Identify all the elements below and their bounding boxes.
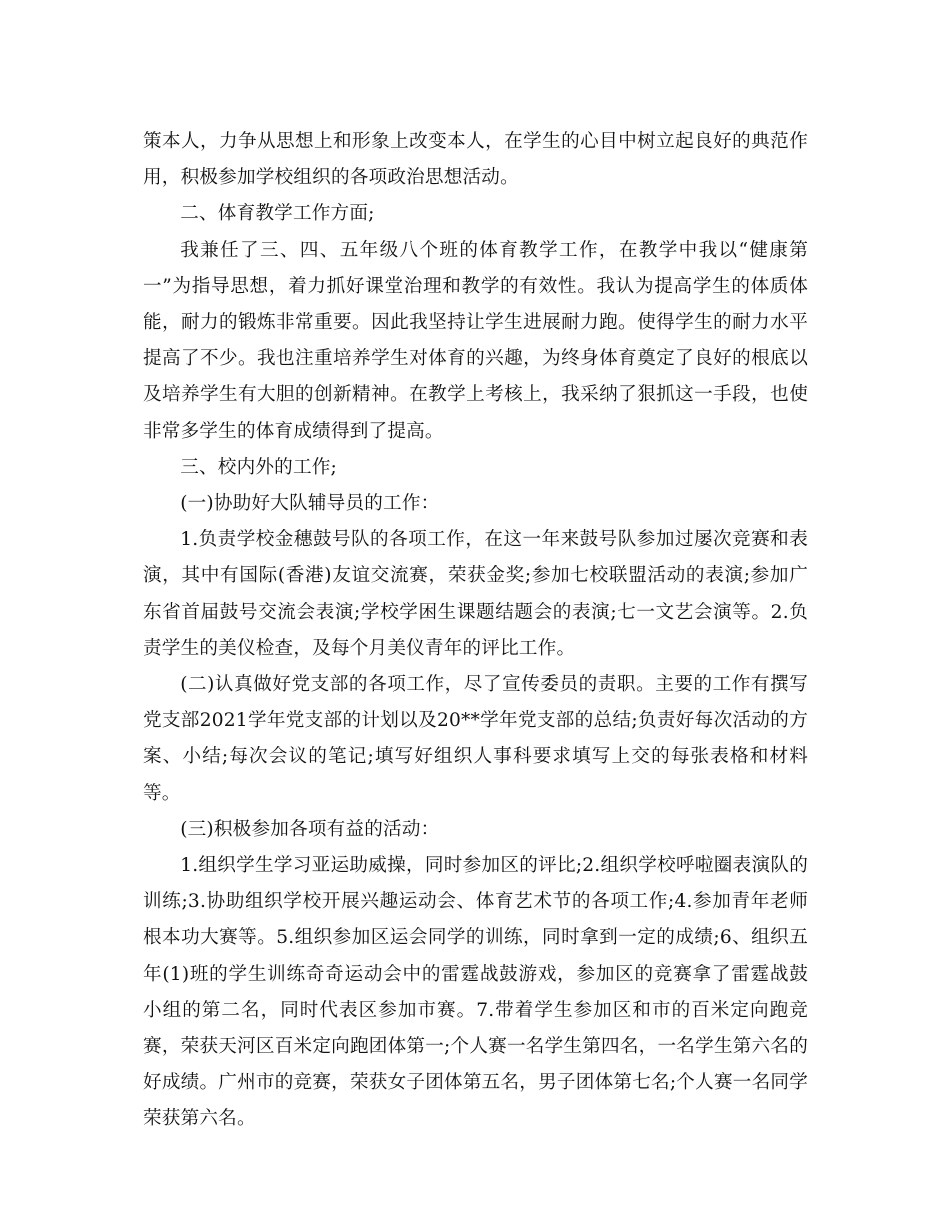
section-heading-school-work: 三、校内外的工作;: [180, 456, 338, 478]
subheading-assist-counselor: (一)协助好大队辅导员的工作：: [180, 493, 440, 515]
paragraph-pe-teaching: 我兼任了三、四、五年级八个班的体育教学工作，在教学中我以“健康第一”为指导思想，着力抓好课堂治理和教学的有效性。我认为提高学生的体质体能，耐力的锻炼非常重要。因此我坚持让学生进展耐力跑。使得学生的耐力水平提高了不少。我也注重培养学生对体育的兴趣，为终身体育奠定了良好的根底以及培养学生有大胆的创新精神。在教学上考核上，我采纳了狠抓这一手段，也使非常多学生的体育成绩得到了提高。: [143, 239, 808, 442]
paragraph-1: 策本人，力争从思想上和形象上改变本人，在学生的心目中树立起良好的典范作用，积极参加学校组织的各项政治思想活动。: [143, 131, 808, 189]
subheading-activities: (三)积极参加各项有益的活动：: [180, 818, 440, 840]
document-page: [143, 124, 808, 1138]
section-heading-pe-teaching: 二、体育教学工作方面;: [180, 203, 375, 225]
paragraph-activities: 1.组织学生学习亚运助威操，同时参加区的评比;2.组织学校呼啦圈表演队的训练;3.协助组织学校开展兴趣运动会、体育艺术节的各项工作;4.参加青年老师根本功大赛等。5.组织参加区运会同学的训练，同时拿到一定的成绩;6、组织五年(1)班的学生训练奇奇运动会中的雷霆战鼓游戏，参加区的竞赛拿了雷霆战鼓小组的第二名，同时代表区参加市赛。7.带着学生参加区和市的百米定向跑竞赛，荣获天河区百米定向跑团体第一;个人赛一名学生第四名，一名学生第六名的好成绩。广州市的竞赛，荣获女子团体第五名，男子团体第七名;个人赛一名同学荣获第六名。: [143, 855, 808, 1130]
paragraph-drum-band: 1.负责学校金穗鼓号队的各项工作，在这一年来鼓号队参加过屡次竞赛和表演，其中有国际(香港)友谊交流赛，荣获金奖;参加七校联盟活动的表演;参加广东省首届鼓号交流会表演;学校学困生课题结题会的表演;七一文艺会演等。2.负责学生的美仪检查，及每个月美仪青年的评比工作。: [143, 529, 808, 659]
paragraph-party-branch: (二)认真做好党支部的各项工作，尽了宣传委员的责职。主要的工作有撰写党支部2021学年党支部的计划以及20**学年党支部的总结;负责好每次活动的方案、小结;每次会议的笔记;填写好组织人事科要求填写上交的每张表格和材料等。: [143, 674, 808, 804]
